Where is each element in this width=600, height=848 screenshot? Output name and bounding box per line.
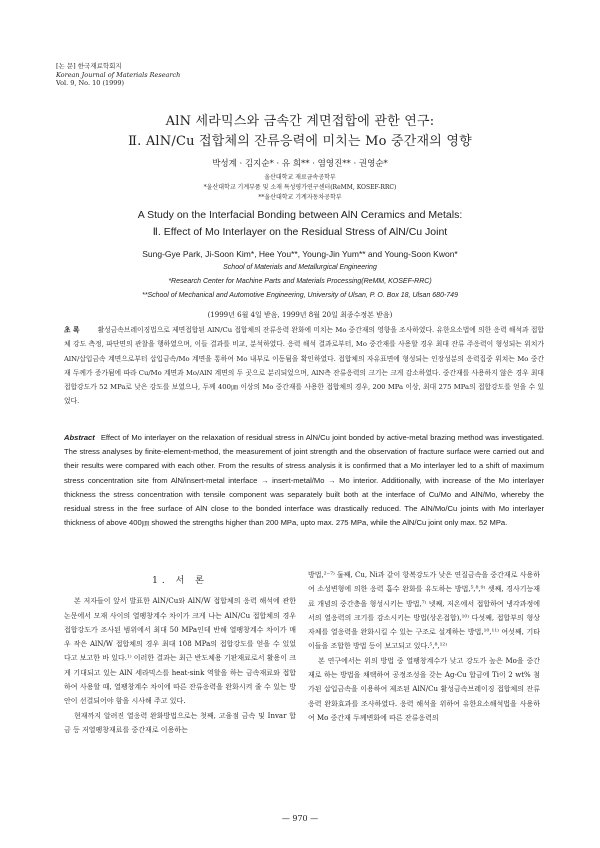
title-ko-line2: Ⅱ. AlN/Cu 접합체의 잔류응력에 미치는 Mo 중간재의 영향 <box>128 134 472 149</box>
abstract-en-label: Abstract <box>64 433 95 442</box>
body-paragraph: 방법,²⁻⁷⁾ 둘째, Cu, Ni과 같이 항복강도가 낮은 연질금속을 중간재로 사용하여 소성변형에 의한 응력 흡수 완화를 유도하는 방법,⁵,⁸,⁹⁾ 셋째, 경사기능재료 개념의 중간층을 형성시키는 방법,⁷⁾ 넷째, 저온에서 접합하여 냉각과정에서의 열응력의 크기를 감소시키는 방법(상온접합),¹⁰⁾ 다섯째, 접합부의 형상 자체를 열응력을 완화시킬 수 있는 구조로 설계하는 방법,¹⁰,¹¹⁾ 여섯째, 기타 이들을 조합한 방법 등이 보고되고 있다.⁵,⁸,¹²⁾ <box>308 571 540 651</box>
abstract-ko-text: 활성금속브레이징법으로 제면접합된 AlN/Cu 접합체의 잔류응력 완화에 미치는 Mo 중간재의 영향을 조사하였다. 유한요소법에 의한 응력 해석과 접합체 강도 측정, 파단면의 관찰을 행하였으며, 이들 결과를 비교, 분석하였다. 응력 해석 결과로부터, Mo 중간재를 사용할 경우 최대 잔류 주응력이 형성되는 위치가 AlN/삽입금속 계면으로부터 삽입금속/Mo 계면을 통하여 Mo 내부로 이동됨을 확인하였다. 접합체의 자유표면에 형성되는 인장성분의 응력집중 위치는 Mo 중간재 두께가 증가됨에 따라 Cu/Mo 계면과 Mo/AlN 계면의 두 곳으로 분리되었으며, AlN측 잔류응력의 크기는 크게 감소하였다. 중간재를 사용하지 않은 경우 최대 접합강도가 52 MPa로 낮은 강도를 보였으나, 두께 400㎛ 이상의 Mo 중간재를 사용한 접합체의 경우, 200 MPa 이상, 최대 275 MPa의 접합강도를 얻을 수 있었다. <box>64 326 545 406</box>
abstract-en-text: Effect of Mo interlayer on the relaxation of residual stress in AlN/Cu joint bonded by active-metal brazing method was investigated. The stress analyses by finite-element-method, the measurement of joint strength and the observation of fracture surface were carried out and their results were compared with each other. From the results of stress analysis it is confirmed that a Mo interlayer led to a shift of maximum stress concentration site from AlN/insert-metal interface → insert-metal/Mo → Mo interior. Additionally, with increase of the Mo interlayer thickness the stress concentration with tensile component was separately built both at the interface of Cu/Mo and AlN/Mo, whereby the residual stress in the free surface of AlN close to the bonded interface was drastically reduced. The AlN/Mo/Cu joints with Mo interlayer thickness of above 400㎛ showed the strengths higher than 200 MPa, upto max. 275 MPa, while the AlN/Cu joint only max. 52 MPa. <box>64 433 544 528</box>
journal-name-ko: [논 문] 한국재료학회지 <box>56 62 122 70</box>
authors-ko: 박성계 · 김지순* · 유 희** · 염영진** · 권영순* <box>212 159 388 169</box>
affiliation-ko-3: **울산대학교 기계자동차공학부 <box>258 194 342 201</box>
title-ko-line1: AlN 세라믹스와 금속간 계면접합에 관한 연구: <box>165 114 435 129</box>
body-column-left <box>64 566 296 737</box>
authors-en: Sung-Gye Park, Ji-Soon Kim*, Hee You**, Young-Jin Yum** and Young-Soon Kwon* <box>142 249 458 259</box>
abstract-ko <box>64 323 544 409</box>
title-en-line2: Ⅱ. Effect of Mo Interlayer on the Residual Stress of AlN/Cu Joint <box>152 226 448 238</box>
affiliation-en-3: **School of Mechanical and Automotive Engineering, University of Ulsan, P. O. Box 18, Ulsan 680-749 <box>142 292 458 299</box>
body-paragraph: 현재까지 알려진 열응력 완화방법으로는 첫째, 고융점 금속 및 Invar 합금 등 저열팽창재료를 중간재로 이용하는 <box>64 711 296 734</box>
abstract-en <box>64 431 544 530</box>
affiliation-en-1: School of Materials and Metallurgical Engineering <box>223 264 377 271</box>
affiliation-en-2: *Research Center for Machine Parts and Materials Processing(ReMM, KOSEF-RRC) <box>168 278 432 285</box>
page-number: — 970 — <box>281 814 319 823</box>
journal-header <box>56 62 180 88</box>
received-dates: (1999년 6월 4일 받음, 1999년 8월 20일 최종수정본 받음) <box>207 311 393 319</box>
section-heading-introduction: 1. 서 론 <box>152 576 208 586</box>
abstract-ko-label: 초 록 <box>64 326 80 334</box>
journal-volume: Vol. 9, No. 10 (1999) <box>56 79 125 87</box>
title-en-line1: A Study on the Interfacial Bonding between AlN Ceramics and Metals: <box>137 209 463 221</box>
body-paragraph: 본 연구에서는 위의 방법 중 열팽창계수가 낮고 강도가 높은 Mo을 중간재로 하는 방법을 채택하여 공정조성을 갖는 Ag-Cu 합금에 Ti이 2 wt% 첨가된 삽입금속을 이용하여 제조된 AlN/Cu 활성금속브레이징 접합체의 잔류응력 완화효과를 조사하였다. 응력 해석을 위하여 유한요소해석법을 사용하여 Mo 중간재 두께변화에 따른 잔류응력의 <box>308 656 540 722</box>
affiliation-ko-2: *울산대학교 기계부품 및 소재 특성평가연구센터(ReMM, KOSEF-RRC) <box>203 184 397 191</box>
journal-name-en: Korean Journal of Materials Research <box>56 70 181 79</box>
body-paragraph: 본 저자들이 앞서 발표한 AlN/Cu와 AlN/W 접합체의 응력 해석에 관한 논문에서 모재 사이의 열팽창계수 차이가 크게 나는 AlN/Cu 접합체의 경우 접합강도가 조사된 범위에서 최대 50 MPa인데 반해 열팽창계수 차이가 매우 작은 AlN/W 접합체의 경우 최대 108 MPa의 접합강도를 얻을 수 있었다고 보고한 바 있다.¹⁾ 이러한 결과는 최근 반도체용 기판재료로서 활용이 크게 기대되고 있는 AlN 세라믹스를 heat-sink 역할을 하는 금속재료와 접합하여 사용할 때, 열팽창계수 차이에 따른 잔류응력을 완화시켜 줄 수 있는 방안이 선결되어야 함을 시사해 주고 있다. <box>64 597 296 706</box>
affiliation-ko-1: 울산대학교 재료금속공학부 <box>264 174 336 181</box>
body-column-right <box>308 568 540 725</box>
